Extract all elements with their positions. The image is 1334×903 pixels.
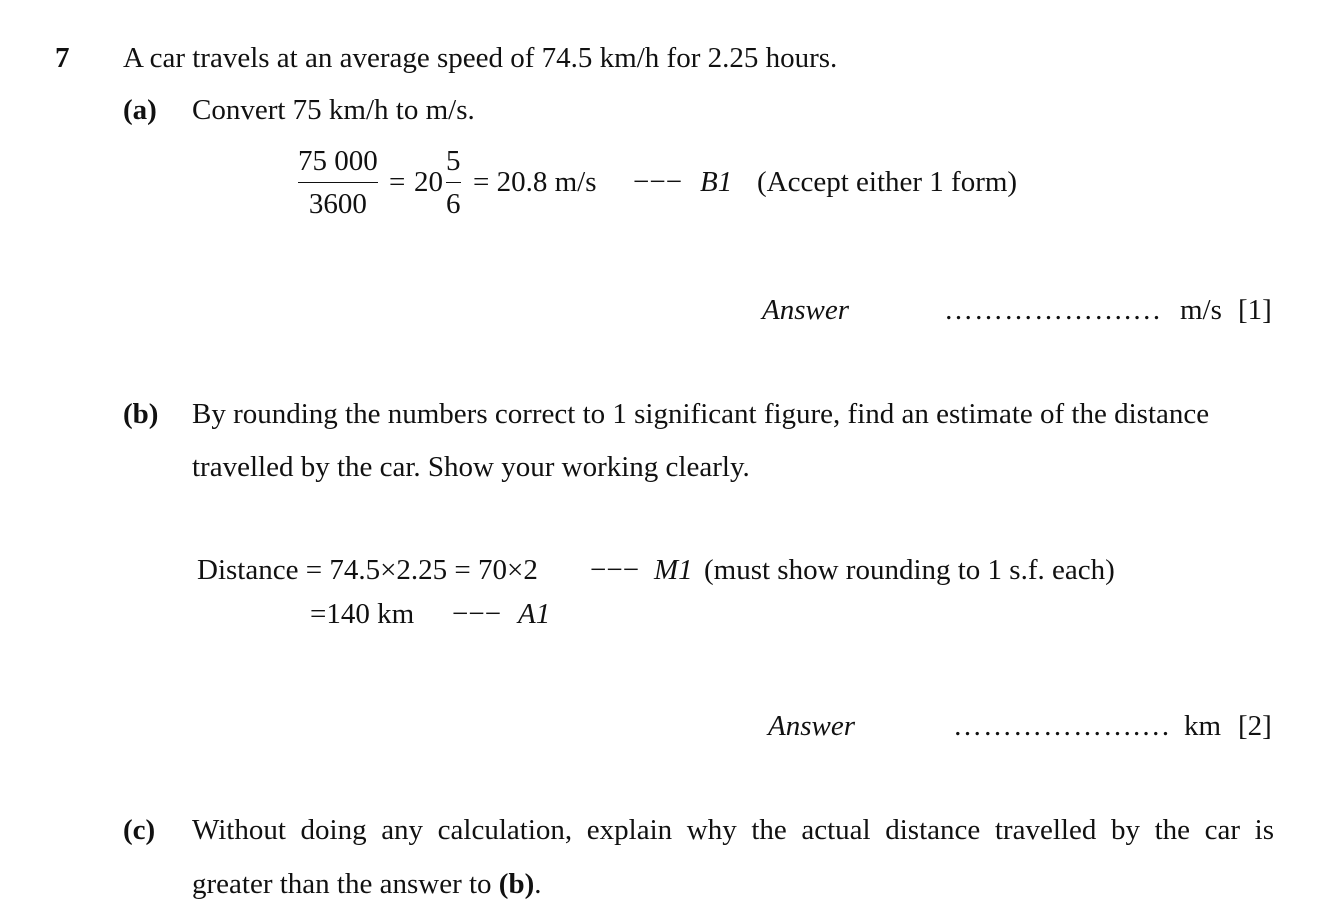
working-line-2: =140 km (310, 598, 415, 630)
fraction-bar (446, 182, 461, 183)
fraction-bar (298, 182, 378, 183)
part-c-label: (c) (123, 814, 156, 846)
part-c-prompt-text: greater than the answer to (192, 868, 499, 900)
answer-line-b: ……………….… (953, 710, 1172, 742)
fraction-numerator: 75 000 (298, 145, 378, 177)
mixed-number-whole: 20 (414, 166, 443, 198)
result-value: = 20.8 m/s (473, 166, 597, 198)
equals-sign: = (389, 166, 406, 198)
answer-line-a: ……………….… (944, 294, 1163, 326)
fraction-numerator: 5 (446, 145, 461, 177)
part-b-prompt-line2: travelled by the car. Show your working clearly. (192, 451, 750, 483)
answer-label-b: Answer (768, 710, 855, 742)
question-stem: A car travels at an average speed of 74.5 km/h for 2.25 hours. (123, 42, 838, 74)
marks-b: [2] (1238, 710, 1272, 742)
marking-note: (must show rounding to 1 s.f. each) (704, 554, 1115, 586)
part-c-prompt-line1: Without doing any calculation, explain why the actual distance travelled by the car is (192, 814, 1274, 846)
answer-unit-a: m/s (1180, 294, 1222, 326)
marks-a: [1] (1238, 294, 1272, 326)
mark-dashes: −−− (452, 598, 502, 630)
part-c-period: . (534, 868, 542, 900)
fraction-denominator: 3600 (308, 188, 367, 220)
fraction-75000-over-3600 (298, 147, 378, 219)
mark-dashes: −−− (590, 554, 640, 586)
fraction-5-over-6 (446, 147, 461, 219)
part-a-label: (a) (123, 94, 157, 126)
mark-code: B1 (700, 166, 733, 198)
mark-dashes: −−− (633, 166, 683, 198)
mark-code: A1 (518, 598, 551, 630)
question-number: 7 (55, 42, 70, 74)
part-b-prompt-line1: By rounding the numbers correct to 1 significant figure, find an estimate of the distance (192, 398, 1210, 430)
part-a-prompt: Convert 75 km/h to m/s. (192, 94, 475, 126)
part-c-reference: (b) (498, 868, 535, 900)
answer-label-a: Answer (762, 294, 849, 326)
answer-unit-b: km (1184, 710, 1222, 742)
working-line-1: Distance = 74.5×2.25 = 70×2 (197, 554, 538, 586)
part-b-label: (b) (123, 398, 159, 430)
marking-note: (Accept either 1 form) (757, 166, 1018, 198)
mark-code: M1 (654, 554, 693, 586)
fraction-denominator: 6 (446, 188, 461, 220)
part-c-prompt-line2 (192, 870, 541, 899)
